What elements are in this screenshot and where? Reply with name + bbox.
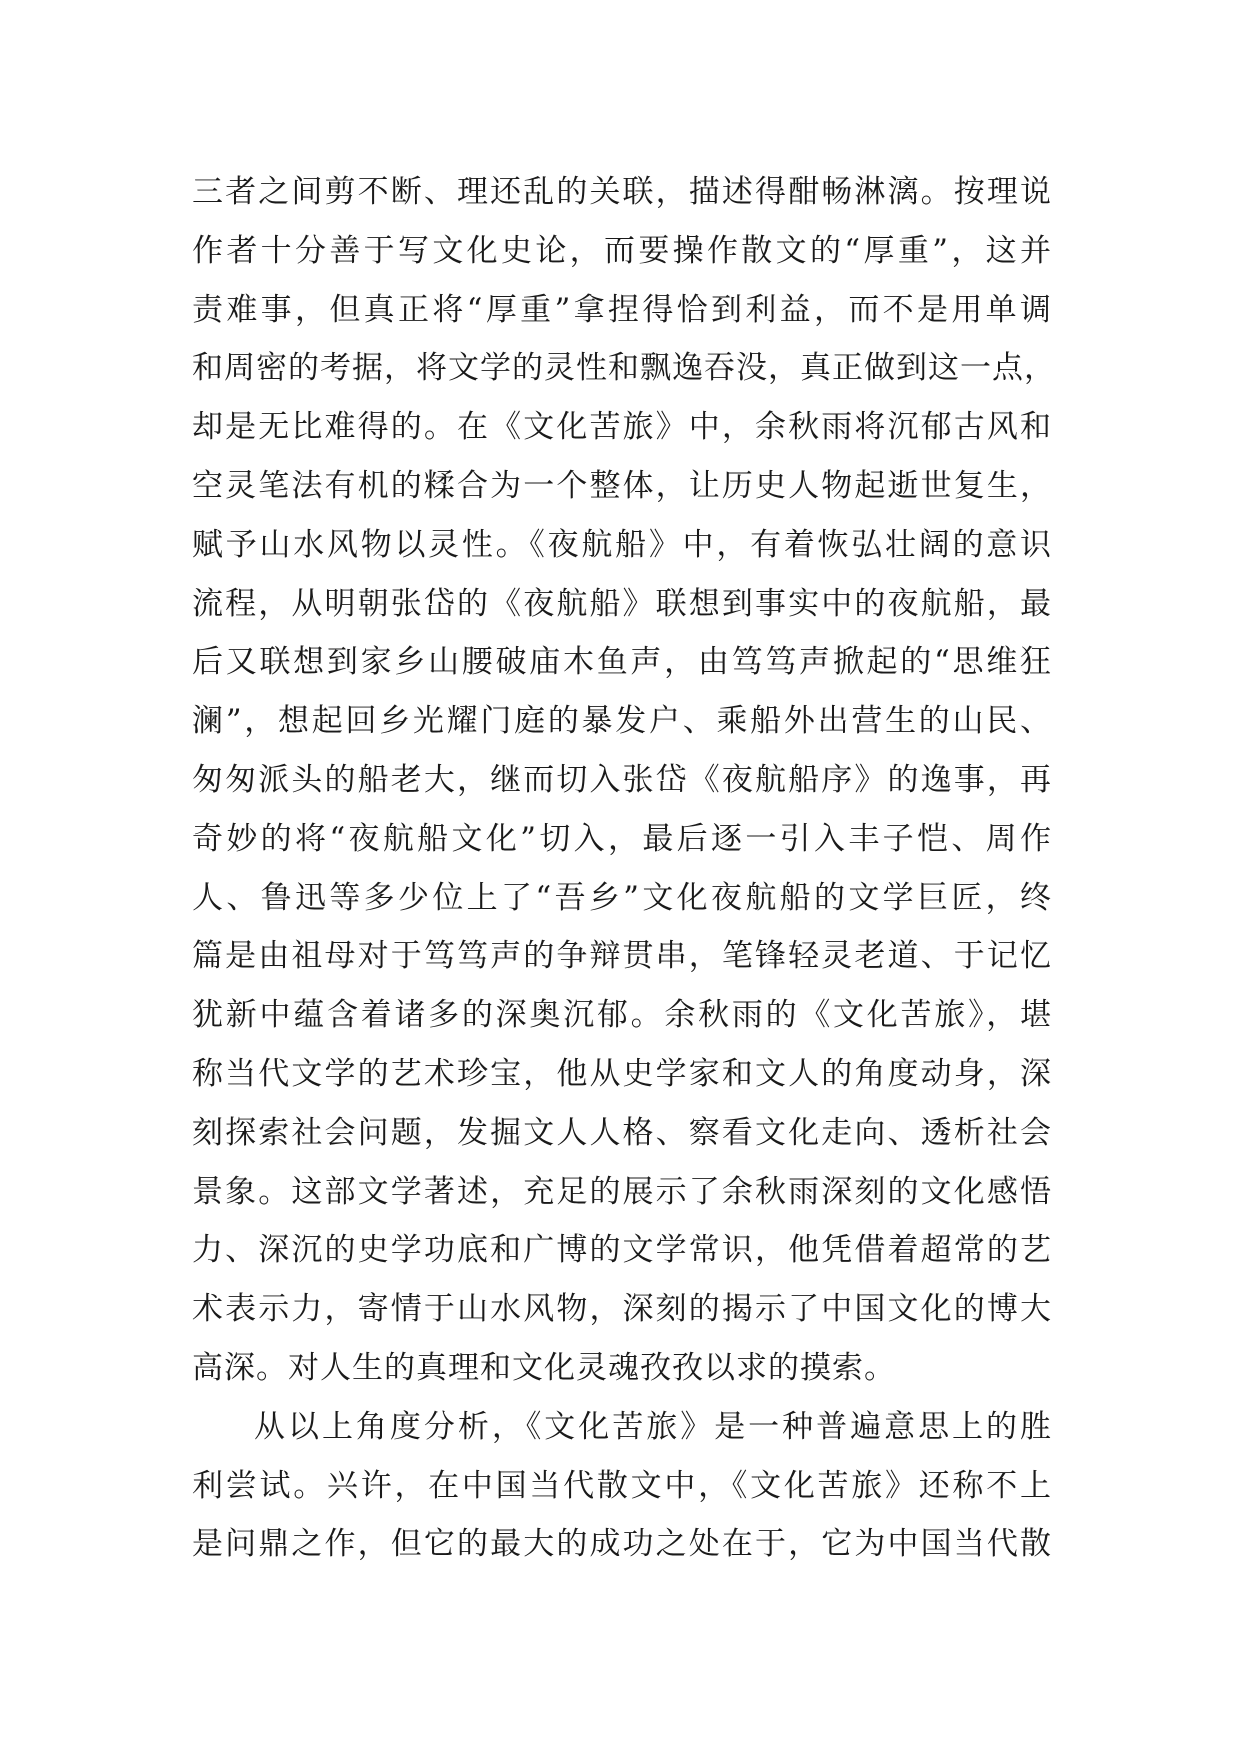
text-line: 犹新中蕴含着诸多的深奥沉郁。余秋雨的《文化苦旅》，堪 — [192, 997, 1052, 1034]
text-line: 责难事，但真正将“厚重”拿捏得恰到利益，而不是用单调 — [192, 291, 1052, 328]
text-line: 是问鼎之作，但它的最大的成功之处在于，它为中国当代散 — [192, 1526, 1052, 1563]
text-line: 刻探索社会问题，发掘文人人格、察看文化走向、透析社会 — [192, 1114, 1052, 1151]
text-line: 三者之间剪不断、理还乱的关联，描述得酣畅淋漓。按理说 — [192, 174, 1052, 210]
text-line: 后又联想到家乡山腰破庙木鱼声，由笃笃声掀起的“思维狂 — [192, 644, 1052, 681]
text-line: 和周密的考据，将文学的灵性和飘逸吞没，真正做到这一点， — [192, 350, 1056, 387]
text-line: 人、鲁迅等多少位上了“吾乡”文化夜航船的文学巨匠，终 — [192, 879, 1052, 916]
text-line: 术表示力，寄情于山水风物，深刻的揭示了中国文化的博大 — [192, 1291, 1052, 1328]
text-line: 流程，从明朝张岱的《夜航船》联想到事实中的夜航船，最 — [192, 585, 1052, 622]
text-line: 奇妙的将“夜航船文化”切入，最后逐一引入丰子恺、周作 — [192, 820, 1052, 857]
text-line: 力、深沉的史学功底和广博的文学常识，他凭借着超常的艺 — [192, 1232, 1052, 1269]
text-line: 高深。对人生的真理和文化灵魂孜孜以求的摸索。 — [192, 1349, 896, 1386]
text-line: 称当代文学的艺术珍宝，他从史学家和文人的角度动身，深 — [192, 1055, 1052, 1092]
text-line: 匆匆派头的船老大，继而切入张岱《夜航船序》的逸事，再 — [192, 761, 1052, 798]
text-line: 作者十分善于写文化史论，而要操作散文的“厚重”，这并 — [192, 232, 1052, 269]
text-line: 从以上角度分析，《文化苦旅》是一种普遍意思上的胜 — [254, 1408, 1052, 1445]
document-body — [192, 163, 1056, 1574]
text-line: 利尝试。兴许，在中国当代散文中，《文化苦旅》还称不上 — [192, 1467, 1052, 1504]
text-line: 空灵笔法有机的糅合为一个整体，让历史人物起逝世复生， — [192, 467, 1052, 504]
text-line: 澜”，想起回乡光耀门庭的暴发户、乘船外出营生的山民、 — [192, 703, 1052, 740]
text-line: 赋予山水风物以灵性。《夜航船》中，有着恢弘壮阔的意识 — [192, 526, 1052, 563]
text-line: 篇是由祖母对于笃笃声的争辩贯串，笔锋轻灵老道、于记忆 — [192, 938, 1052, 975]
text-line: 却是无比难得的。在《文化苦旅》中，余秋雨将沉郁古风和 — [192, 409, 1052, 446]
text-line: 景象。这部文学著述，充足的展示了余秋雨深刻的文化感悟 — [192, 1173, 1052, 1210]
